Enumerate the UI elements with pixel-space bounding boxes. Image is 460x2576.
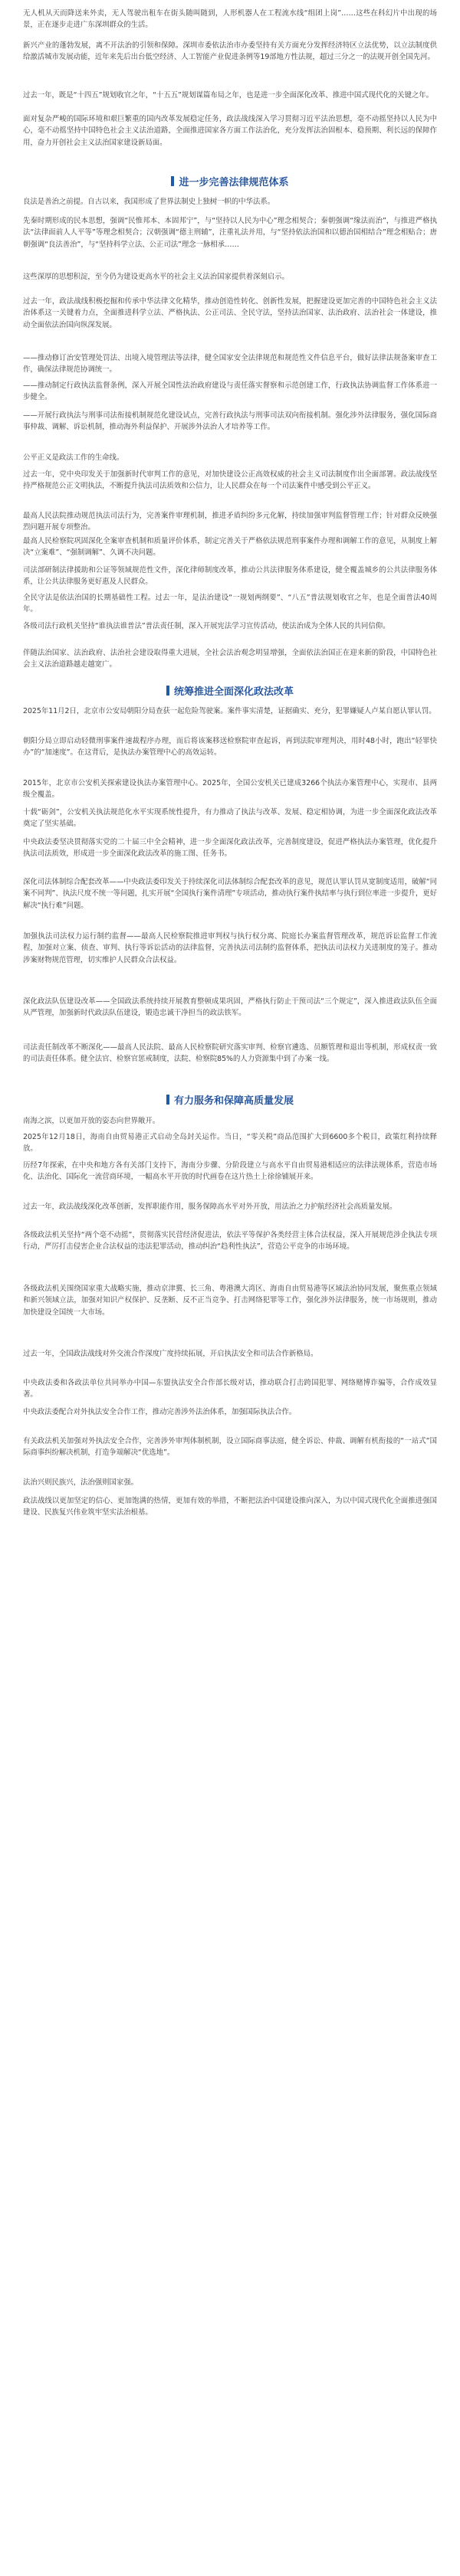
article-paragraph: 司法责任制改革不断深化——最高人民法院、最高人民检察院研究落实审判、检察官遴选、员额管理和退出等机制，形成权责一致的司法责任体系。健全法官、检察官惩戒制度，法院、检察院85%的人力资源集中到了办案一线。: [23, 1043, 437, 1064]
article-paragraph: 深化司法体制综合配套改革——中央政法委印发关于持续深化司法体制综合配套改革的意见，规范认罪认罚从宽制度适用，破解“同案不同判”、执法尺度不统一等问题，扎实开展“全国执行案件清理”专项活动，推动执行案件执结率与执行到位率进一步提升，更好解决“执行难”问题。: [23, 878, 437, 910]
article-paragraph: 2015年，北京市公安机关探索建设执法办案管理中心。2025年，全国公安机关已建成3266个执法办案管理中心，实现市、县两级全覆盖。: [23, 779, 437, 800]
article-paragraph: 无人机从天而降送来外卖，无人驾驶出租车在街头随叫随到，人形机器人在工程流水线“组团上岗”……这些在科幻片中出现的场景，正在逐步走进广东深圳群众的生活。: [23, 9, 437, 30]
article-paragraph: 加强执法司法权力运行制约监督——最高人民检察院推进审判权与执行权分离、院庭长办案监督管理改革，规范诉讼监督工作流程，加强对立案、侦查、审判、执行等诉讼活动的法律监督，完善执法司法制约监督体系，把执法司法权力关进制度的笼子。推动涉案财物规范管理，切实维护人民群众合法权益。: [23, 932, 437, 964]
section-heading-text: 有力服务和保障高质量发展: [173, 1095, 294, 1107]
article-paragraph: 南海之滨，以更加开放的姿态向世界敞开。: [23, 1117, 160, 1125]
article-paragraph: 最高人民检察院巩固深化全案审查机制和质量评价体系，制定完善关于严格依法规范刑事案件办理和调解工作的意见，从制度上解决“立案难”、“强制调解”、久调不决问题。: [23, 537, 437, 558]
heading-marker: [166, 686, 169, 696]
article-paragraph: 这些深厚的思想积淀，至今仍为建设更高水平的社会主义法治国家提供着深刻启示。: [23, 273, 289, 281]
article-paragraph: 面对复杂严峻的国际环境和艰巨繁重的国内改革发展稳定任务，政法战线深入学习贯彻习近平法治思想，毫不动摇坚持以人民为中心，毫不动摇坚持中国特色社会主义法治道路，全面推进国家各方面工作法治化，充分发挥法治固根本、稳预期、利长远的保障作用，奋力开创社会主义法治国家建设新局面。: [23, 115, 437, 147]
article-paragraph: 中央政法委坚决贯彻落实党的二十届三中全会精神，进一步全面深化政法改革，完善制度建设，促进严格执法办案管理，优化提升执法司法质效，形成进一步全面深化政法改革的施工图、任务书。: [23, 838, 437, 859]
article-paragraph: 中央政法委配合对外执法安全合作工作，推动完善涉外法治体系，加强国际执法合作。: [23, 1408, 297, 1416]
article-paragraph: 各级政法机关坚持“两个毫不动摇”，贯彻落实民营经济促进法，依法平等保护各类经营主体合法权益，深入开展规范涉企执法专项行动，严厉打击侵害企业合法权益的违法犯罪活动，推动纠治“趋利性执法”，营造公平竞争的市场环境。: [23, 1231, 437, 1252]
heading-marker: [166, 1095, 169, 1105]
article-paragraph: 过去一年，既是“十四五”规划收官之年，“十五五”规划谋篇布局之年，也是进一步全面深化改革、推进中国式现代化的关键之年。: [23, 91, 434, 100]
heading-marker: [171, 176, 174, 186]
article-paragraph: ——推动修订治安管理处罚法、出境入境管理法等法律，健全国家安全法律规范和规范性文件信息平台，做好法律法规备案审查工作，确保法律规范协调统一。: [23, 354, 437, 375]
article-paragraph: 2025年11月2日，北京市公安局朝阳分局查获一起危险驾驶案。案件事实清楚，证据确实、充分，犯罪嫌疑人卢某自愿认罪认罚。: [23, 707, 436, 715]
article-paragraph: 全民守法是依法治国的长期基础性工程。过去一年，是法治建设“一规划两纲要”、“八五”普法规划收官之年，也是全面普法40周年。: [23, 594, 437, 614]
section-heading: [0, 172, 460, 189]
article-paragraph: 过去一年，全国政法战线对外交流合作深度广度持续拓展，开启执法安全和司法合作新格局。: [23, 1350, 318, 1358]
article-paragraph: 历经7年探索，在中央和地方各有关部门支持下，海南分步骤、分阶段建立与高水平自由贸易港相适应的法律法规体系，营造市场化、法治化、国际化一流营商环境，一幅高水平开放的时代画卷在这片热土上徐徐铺展开来。: [23, 1161, 437, 1182]
article-paragraph: 有关政法机关加强对外执法安全合作，完善涉外审判体制机制，设立国际商事法庭，健全诉讼、仲裁、调解有机衔接的“一站式”国际商事纠纷解决机制，打造争端解决“优选地”。: [23, 1437, 437, 1458]
article-paragraph: 最高人民法院推动规范执法司法行为，完善案件审理机制，推进矛盾纠纷多元化解，持续加强审判监督管理工作；针对群众反映强烈问题开展专项整治。: [23, 512, 437, 532]
article-paragraph: 先秦时期形成的民本思想，强调“民惟邦本、本固邦宁”，与“坚持以人民为中心”理念相契合；秦朝强调“缘法而治”，与推进严格执法“法律面前人人平等”等理念相契合；汉朝强调“德主刑辅”，注重礼法并用，与“坚持依法治国和以德治国相结合”理念相贴合；唐朝强调“良法善治”，与“坚持科学立法、公正司法”理念一脉相承……: [23, 217, 437, 249]
article-paragraph: 中央政法委和各政法单位共同举办中国—东盟执法安全合作部长级对话，推动联合打击跨国犯罪、网络赌博诈骗等，合作成效显著。: [23, 1379, 437, 1399]
article-paragraph: 法治兴则民族兴，法治强则国家强。: [23, 1478, 139, 1487]
article-paragraph: 公平正义是政法工作的生命线。: [23, 453, 124, 462]
article-paragraph: 良法是善治之前提。自古以来，我国形成了世界法制史上独树一帜的中华法系。: [23, 198, 275, 206]
article-paragraph: 2025年12月18日，海南自由贸易港正式启动全岛封关运作。当日，“零关税”商品范围扩大到6600多个税目，政策红利持续释放。: [23, 1133, 437, 1154]
article-paragraph: ——推动制定行政执法监督条例，深入开展全国性法治政府建设与责任落实督察和示范创建工作，行政执法协调监督工作体系进一步健全。: [23, 381, 437, 402]
article-paragraph: 朝阳分局立即启动轻微刑事案件速裁程序办理，而后将该案移送检察院审查起诉，再到法院审理判决，用时48小时，跑出“轻罪快办”的“加速度”。在这背后，是执法办案管理中心的高效运转。: [23, 737, 437, 758]
article-paragraph: 各级政法机关围绕国家重大战略实施，推动京津冀、长三角、粤港澳大湾区、海南自由贸易港等区域法治协同发展，聚焦重点领域和新兴领域立法，加强对知识产权保护、反垄断、反不正当竞争、打击网络犯罪等工作，强化涉外法律服务，统一市场规则，推动加快建设全国统一大市场。: [23, 1285, 437, 1317]
article-paragraph: 新兴产业的蓬勃发展，离不开法治的引领和保障。深圳市委依法治市办委坚持有关方面充分发挥经济特区立法优势，以立法制度供给激活城市发展动能，近年来先后出台低空经济、人工智能产业促进条例等19部地方性法规，超过三分之一的法规开创全国先河。: [23, 41, 437, 62]
section-heading-text: 进一步完善法律规范体系: [179, 176, 289, 188]
article-paragraph: 过去一年，政法战线深化改革创新，发挥职能作用，服务保障高水平对外开放，用法治之力护航经济社会高质量发展。: [23, 1203, 397, 1211]
article-paragraph: 十载“砺剑”，公安机关执法规范化水平实现系统性提升，有力推动了执法与改革、发展、稳定相协调，为进一步全面深化政法改革奠定了坚实基础。: [23, 808, 437, 829]
article-paragraph: ——开展行政执法与刑事司法衔接机制规范化建设试点，完善行政执法与刑事司法双向衔接机制。强化涉外法律服务，强化国际商事仲裁、调解、诉讼机制，推动海外利益保护、开展涉外法治人才培养等工作。: [23, 411, 437, 432]
article-paragraph: 各级司法行政机关坚持“谁执法谁普法”普法责任制，深入开展宪法学习宣传活动，使法治成为全体人民的共同信仰。: [23, 622, 390, 630]
section-heading: [0, 1091, 460, 1108]
article-paragraph: 过去一年，党中央印发关于加强新时代审判工作的意见，对加快建设公正高效权威的社会主义司法制度作出全面部署。政法战线坚持严格规范公正文明执法，不断提升执法司法质效和公信力，让人民群众在每一个司法案件中感受到公平正义。: [23, 470, 437, 491]
section-heading: [0, 682, 460, 699]
article-paragraph: 政法战线以更加坚定的信心、更加饱满的热情，更加有效的举措，不断把法治中国建设推向深入，为以中国式现代化全面推进强国建设、民族复兴伟业筑牢坚实法治根基。: [23, 1497, 437, 1517]
article-paragraph: 过去一年，政法战线积极挖掘和传承中华法律文化精华，推动创造性转化、创新性发展，把握建设更加完善的中国特色社会主义法治体系这一关键着力点，全面推进科学立法、严格执法、公正司法、全民守法，坚持法治国家、法治政府、法治社会一体建设，推动全面依法治国向纵深发展。: [23, 297, 437, 329]
section-heading-text: 统筹推进全面深化政法改革: [173, 686, 294, 698]
article-paragraph: 伴随法治国家、法治政府、法治社会建设取得重大进展，全社会法治观念明显增强，全面依法治国正在迎来新的阶段，中国特色社会主义法治道路越走越宽广。: [23, 649, 437, 669]
article-paragraph: 深化政法队伍建设改革——全国政法系统持续开展教育整顿成果巩固，严格执行防止干预司法“三个规定”，深入推进政法队伍全面从严管理，加强新时代政法队伍建设，锻造忠诚干净担当的政法铁军。: [23, 997, 437, 1018]
article-paragraph: 司法部研制法律援助和公证等领域规范性文件，深化律师制度改革，推动公共法律服务体系建设，健全覆盖城乡的公共法律服务体系，让公共法律服务更好惠及人民群众。: [23, 566, 437, 587]
